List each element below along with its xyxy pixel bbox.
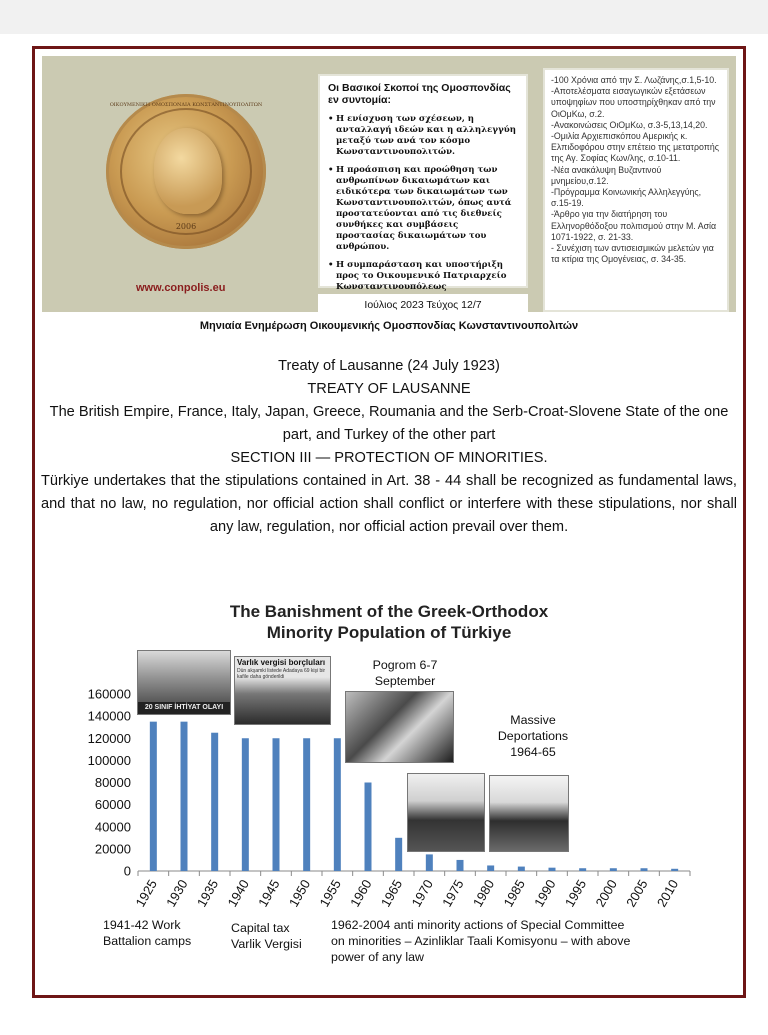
x-tick-label: 1960 xyxy=(347,877,375,910)
bar-1965 xyxy=(395,838,402,871)
newsletter-subtitle: Μηνιαία Ενημέρωση Οικουμενικής Ομοσπονδίας Κωνσταντινουπολιτών xyxy=(199,320,579,332)
contents-item: -Ανακοινώσεις ΟιΟμΚω, σ.3-5,13,14,20. xyxy=(551,119,708,130)
x-tick-label: 2000 xyxy=(592,877,620,910)
bar-2010 xyxy=(671,869,678,871)
top-bar xyxy=(0,0,768,34)
treaty-heading: Treaty of Lausanne (24 July 1923) xyxy=(278,358,500,374)
x-tick-label: 1990 xyxy=(531,877,559,910)
x-tick-label: 1945 xyxy=(255,877,283,910)
y-tick-label: 120000 xyxy=(87,730,131,746)
bar-1955 xyxy=(334,738,341,871)
treaty-section: SECTION III — PROTECTION OF MINORITIES. xyxy=(230,450,548,466)
annotation-pogrom: Pogrom 6-7 September xyxy=(372,658,438,688)
issue-label: Ιούλιος 2023 Τεύχος 12/7 xyxy=(318,294,528,316)
x-tick-label: 1935 xyxy=(193,877,222,910)
bar-1950 xyxy=(303,738,310,871)
bar-1940 xyxy=(242,738,249,871)
photo-deportation-2 xyxy=(489,775,569,852)
goal-item: • Η προάσπιση και προώθηση των ανθρωπίνων δικαιωμάτων και ειδικότερα των δικαιωμάτων των Κωνσταντινουπολιτών, όπως αυτά προστατεύονται από τις διεθνείς συνθήκες και συμβάσεις προστασίας δικαιωμάτων του ανθρώπου. xyxy=(336,165,518,253)
contents-item: -Άρθρο για την διατήρηση του Ελληνορθόδοξου πολιτισμού στην Μ. Ασία 1071-1922, σ. 21-33. xyxy=(551,209,717,242)
photo-work-battalion xyxy=(137,650,231,715)
y-tick-label: 160000 xyxy=(87,686,131,702)
photo-stamp: 20 SINIF İHTİYAT OLAYI xyxy=(138,702,230,714)
contents-item: -Αποτελέσματα εισαγωγικών εξετάσεων υποψηφίων που υποστηρίχθηκαν από την ΟιΟμΚω, σ.2. xyxy=(551,86,716,119)
goal-item: • Η ενίσχυση των σχέσεων, η ανταλλαγή ιδεών και η αλληλεγγύη μεταξύ των ανά τον κόσμο Κωνσταντινουπολιτών. xyxy=(336,114,518,158)
contents-item: -100 Χρόνια από την Σ. Λωζάνης,σ.1,5-10. xyxy=(551,75,717,85)
treaty-title: TREATY OF LAUSANNE xyxy=(307,381,471,397)
treaty-clause: Türkiye undertakes that the stipulations contained in Art. 38 - 44 shall be recognized as fundamental laws, and that no law, no regulation, nor official action shall conflict or interfere with these stipulations, nor shall any law, regulation, nor official action prevail over them. xyxy=(41,473,737,535)
x-tick-label: 1925 xyxy=(132,877,160,910)
annotation-work-battalion: 1941-42 Work Battalion camps xyxy=(103,918,192,948)
goals-title: Οι Βασικοί Σκοποί της Ομοσπονδίας εν συντομία: xyxy=(328,82,511,106)
x-tick-label: 1995 xyxy=(561,877,590,910)
bar-1985 xyxy=(518,867,525,871)
annotation-capital-tax: Capital tax Varlik Vergisi xyxy=(231,921,302,951)
bar-2005 xyxy=(641,868,648,871)
coin-year: 2006 xyxy=(175,222,197,231)
x-tick-label: 1930 xyxy=(163,877,191,910)
x-tick-label: 1975 xyxy=(439,877,467,910)
page-frame xyxy=(32,46,746,998)
bar-1930 xyxy=(181,722,188,871)
bar-1975 xyxy=(457,860,464,871)
newspaper-headline: Varlık vergisi borçluları xyxy=(237,658,326,667)
bar-1995 xyxy=(579,868,586,871)
newspaper-subhead: Dün akşamki listede Adadaya 69 kişi bir kafile daha gönderildi xyxy=(237,668,326,680)
bar-1945 xyxy=(273,738,280,871)
y-tick-label: 140000 xyxy=(87,708,131,724)
y-tick-label: 0 xyxy=(123,863,131,879)
y-tick-label: 100000 xyxy=(87,752,131,768)
contents-item: - Συνέχιση των αντισεισμικών μελετών για τα κτίρια της Ομογένειας, σ. 34-35. xyxy=(551,243,714,265)
chart-title-line-1: The Banishment of the Greek-Orthodox xyxy=(229,602,549,621)
x-tick-label: 1965 xyxy=(377,877,406,910)
contents-item: -Πρόγραμμα Κοινωνικής Αλληλεγγύης, σ.15-19. xyxy=(551,187,702,209)
y-tick-label: 20000 xyxy=(94,841,131,857)
goal-item: • Η συμπαράσταση και υποστήριξη προς το Οικουμενικό Πατριαρχείο Κωνσταντινουπόλεως xyxy=(336,260,518,293)
contents-item: -Νέα ανακάλυψη Βυζαντινού μνημείου,σ.12. xyxy=(551,164,662,186)
y-tick-label: 80000 xyxy=(94,775,131,790)
bar-1980 xyxy=(487,865,494,871)
chart-title-line-2: Minority Population of Türkiye xyxy=(266,623,512,642)
annotation-deportations: Massive Deportations 1964-65 xyxy=(497,713,569,759)
x-tick-label: 1950 xyxy=(285,877,314,910)
bar-1990 xyxy=(549,868,556,871)
y-tick-label: 60000 xyxy=(94,797,131,813)
photo-varlik-newspaper xyxy=(234,656,331,725)
bar-1960 xyxy=(365,783,372,872)
population-bar-chart xyxy=(35,49,743,995)
bar-1935 xyxy=(211,733,218,871)
x-tick-label: 1940 xyxy=(224,877,252,910)
contents-item: -Ομιλία Αρχιεπισκόπου Αμερικής κ. Ελπιδοφόρου στην επέτειο της μετατροπής της Αγ. Σοφίας Κων/λης, σ.10-11. xyxy=(551,131,719,164)
photo-deportation-1 xyxy=(407,773,485,852)
coin-legend: ΟΙΚΟΥΜΕΝΙΚΗ ΟΜΟΣΠΟΝΔΙΑ ΚΩΝΣΤΑΝΤΙΝΟΥΠΟΛΙΤΩΝ xyxy=(109,102,263,108)
x-tick-label: 1970 xyxy=(408,877,436,910)
x-tick-label: 1955 xyxy=(316,877,344,910)
photo-pogrom xyxy=(345,691,454,763)
x-tick-label: 1980 xyxy=(469,877,498,910)
x-tick-label: 1985 xyxy=(500,877,528,910)
bar-2000 xyxy=(610,868,617,871)
treaty-parties: The British Empire, France, Italy, Japan, Greece, Roumania and the Serb-Croat-Slovene State of the one part, and Turkey of the other part xyxy=(49,404,729,443)
website-link[interactable]: www.conpolis.eu xyxy=(136,282,226,294)
y-tick-label: 40000 xyxy=(94,819,131,835)
x-tick-label: 2010 xyxy=(653,877,682,910)
bar-1925 xyxy=(150,722,157,871)
annotation-committee: 1962-2004 anti minority actions of Special Committee on minorities – Azinliklar Taali Komisyonu – with above power of any law xyxy=(331,918,631,964)
bar-1970 xyxy=(426,854,433,871)
x-tick-label: 2005 xyxy=(623,877,651,910)
